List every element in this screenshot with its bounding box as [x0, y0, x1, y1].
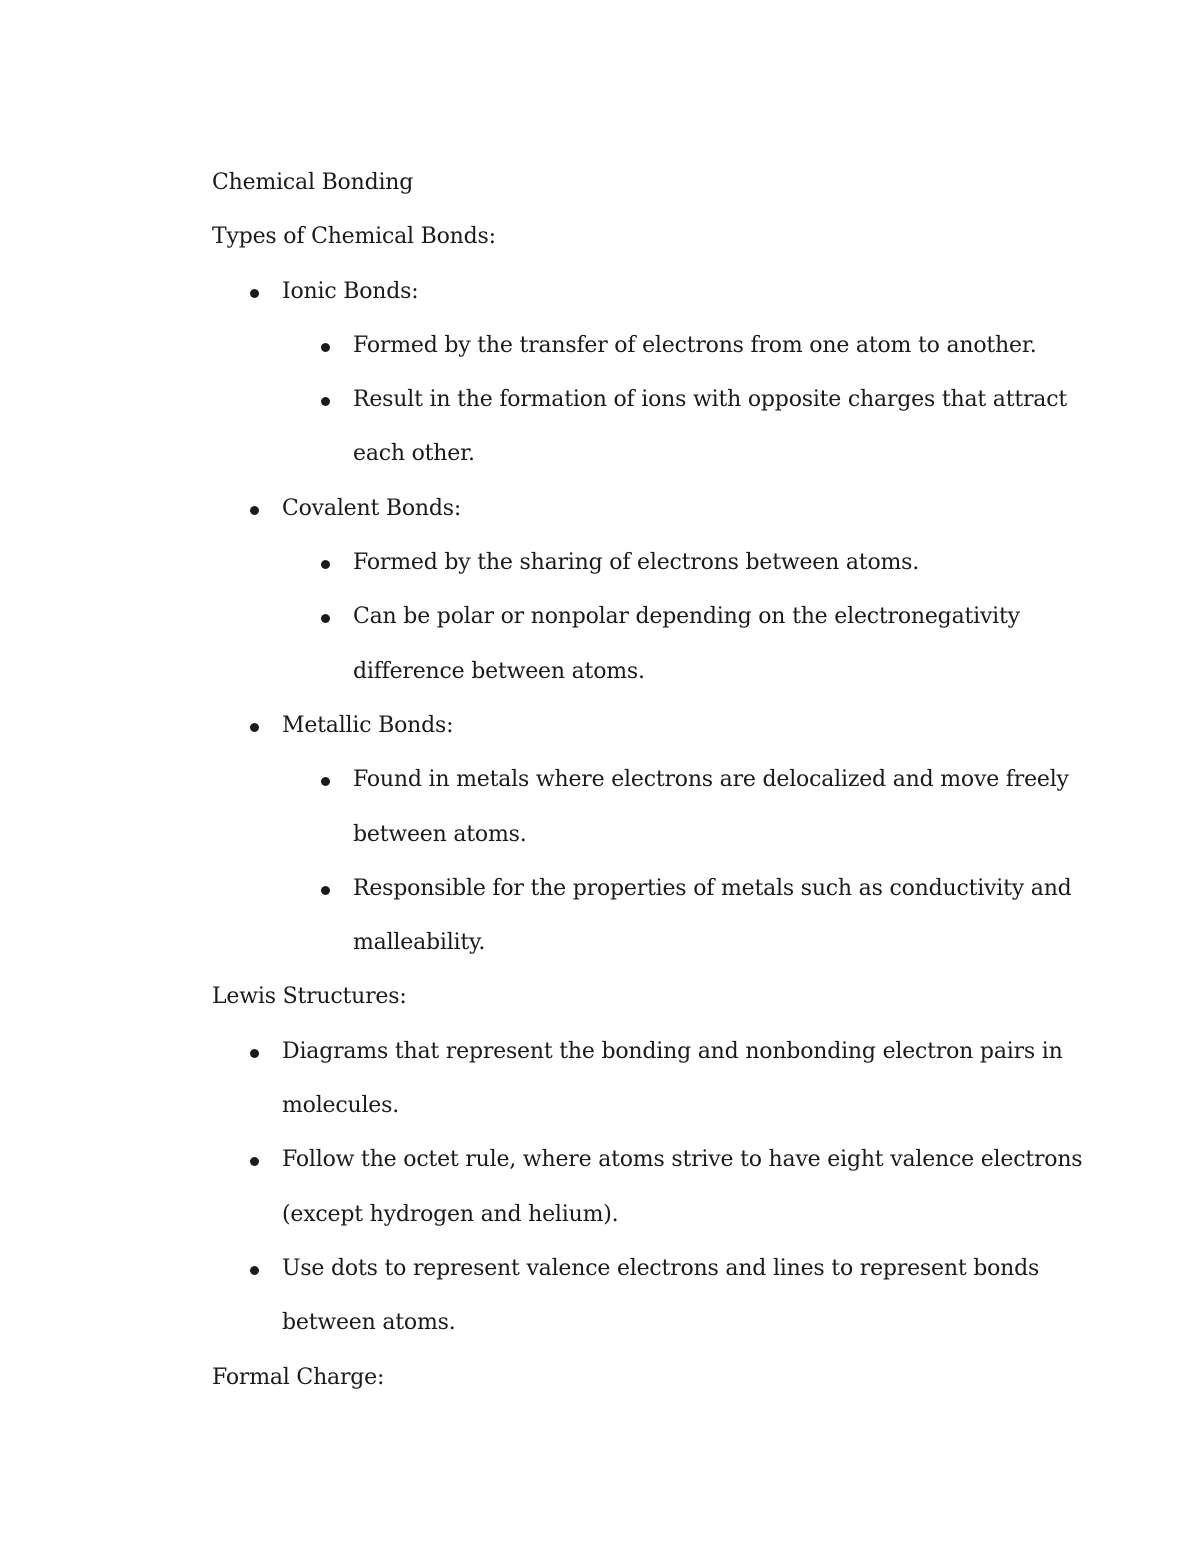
list-item-text: Use dots to represent valence electrons and lines to represent bonds [282, 1255, 1040, 1281]
bullet-icon [250, 506, 259, 515]
list-item [212, 319, 1092, 373]
list-item-continuation [212, 1188, 1092, 1242]
list-item-text: Follow the octet rule, where atoms strive to have eight valence electrons [282, 1147, 1083, 1173]
list-item [212, 373, 1092, 427]
list-item-label: Ionic Bonds: [282, 278, 419, 304]
list-item-text: between atoms. [353, 821, 527, 847]
bullet-icon [321, 397, 330, 406]
bullet-icon [321, 560, 330, 569]
bullet-icon [321, 777, 330, 786]
list-item-metallic-bonds [212, 699, 1092, 753]
list-item [212, 590, 1092, 644]
list-item [212, 862, 1092, 916]
list-item [212, 1133, 1092, 1187]
list-item-text: Diagrams that represent the bonding and nonbonding electron pairs in [282, 1038, 1063, 1064]
list-item-text: Formed by the transfer of electrons from one atom to another. [353, 332, 1037, 358]
list-item-text: Result in the formation of ions with opposite charges that attract [353, 387, 1067, 413]
bullet-icon [250, 723, 259, 732]
list-item-text: malleability. [353, 930, 486, 956]
bullet-icon [250, 1049, 259, 1058]
list-item-ionic-bonds [212, 265, 1092, 319]
list-item-text: Can be polar or nonpolar depending on the electronegativity [353, 604, 1020, 630]
list-item [212, 753, 1092, 807]
section-heading-formal-charge: Formal Charge: [212, 1364, 385, 1390]
section-heading-types: Types of Chemical Bonds: [212, 224, 496, 250]
list-item [212, 1242, 1092, 1296]
list-item-continuation [212, 916, 1092, 970]
list-item-label: Covalent Bonds: [282, 495, 462, 521]
list-item-label: Metallic Bonds: [282, 712, 454, 738]
list-item-continuation [212, 808, 1092, 862]
section-heading-lewis: Lewis Structures: [212, 984, 407, 1010]
list-item-text: each other. [353, 441, 475, 467]
list-item-text: Responsible for the properties of metals such as conductivity and [353, 875, 1072, 901]
bullet-icon [250, 289, 259, 298]
bullet-icon [321, 886, 330, 895]
list-item-continuation [212, 645, 1092, 699]
list-item-text: Found in metals where electrons are delocalized and move freely [353, 767, 1069, 793]
list-item-text: (except hydrogen and helium). [282, 1201, 619, 1227]
list-item-text: between atoms. [282, 1310, 456, 1336]
document-page [212, 156, 1092, 1405]
list-item-covalent-bonds [212, 482, 1092, 536]
list-item [212, 1025, 1092, 1079]
list-item-continuation [212, 1296, 1092, 1350]
bullet-icon [250, 1157, 259, 1166]
list-item-text: molecules. [282, 1093, 399, 1119]
list-item-continuation [212, 427, 1092, 481]
list-item-continuation [212, 1079, 1092, 1133]
bullet-icon [321, 343, 330, 352]
bullet-icon [250, 1266, 259, 1275]
document-title: Chemical Bonding [212, 170, 414, 195]
list-item [212, 536, 1092, 590]
list-item-text: Formed by the sharing of electrons between atoms. [353, 550, 920, 576]
list-item-text: difference between atoms. [353, 658, 645, 684]
bullet-icon [321, 614, 330, 623]
